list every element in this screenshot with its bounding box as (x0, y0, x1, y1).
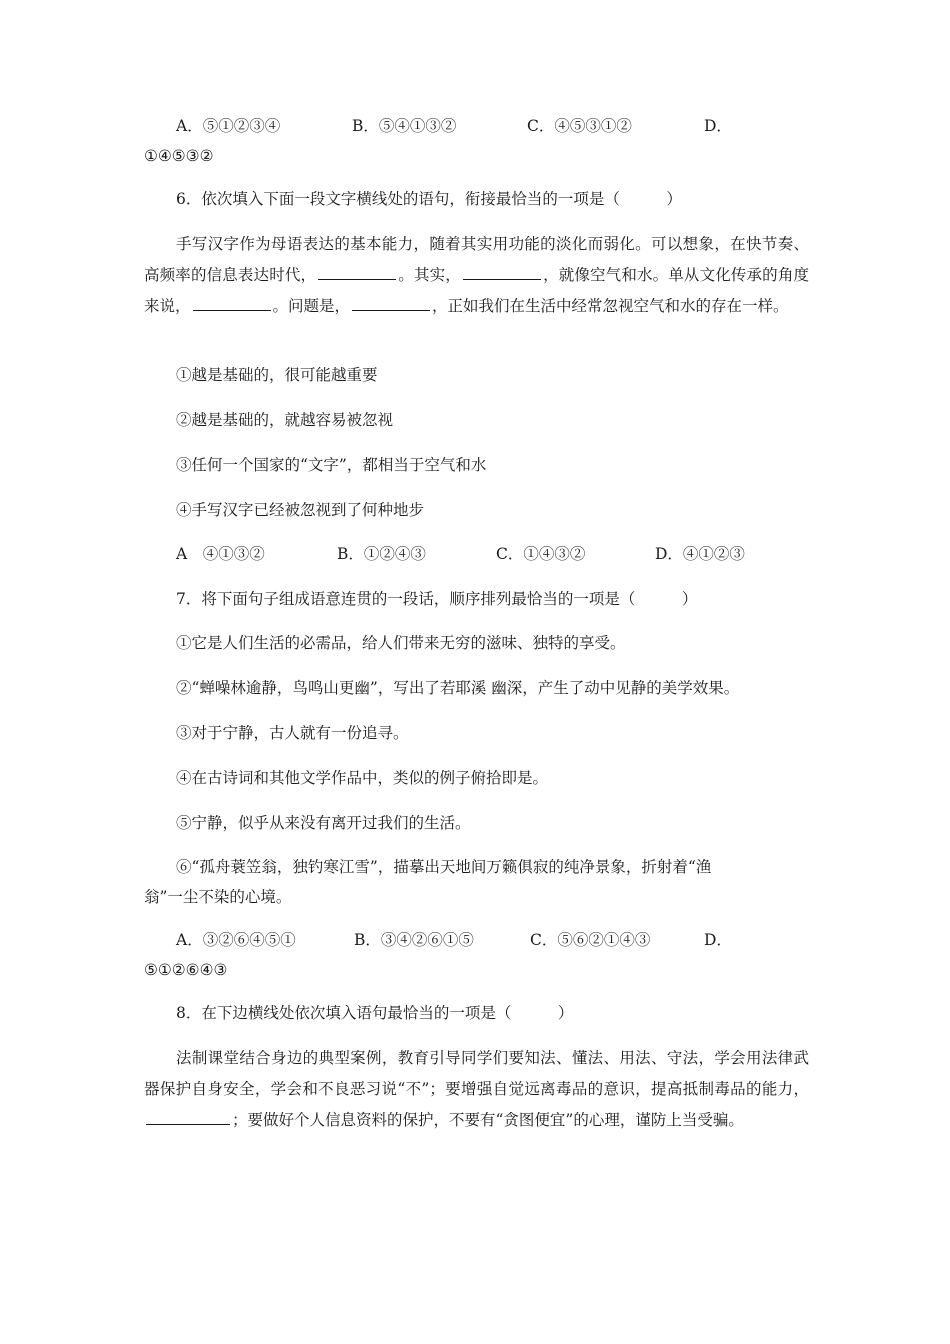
q6-passage-part-5: ，正如我们在生活中经常忽视空气和水的存在一样。 (432, 297, 789, 315)
q7-option-a: A．③②⑥④⑤① (176, 931, 296, 949)
q5-option-b: B．⑤④①③② (352, 117, 457, 135)
q8-title: 8．在下边横线处依次填入语句最恰当的一项是（ ） (176, 1004, 574, 1022)
q6-item-4: ④手写汉字已经被忽视到了何种地步 (176, 501, 425, 519)
q7-title: 7．将下面句子组成语意连贯的一段话，顺序排列最恰当的一项是（ ） (176, 590, 698, 608)
q6-blank-3 (193, 292, 271, 311)
q7-item-4: ④在古诗词和其他文学作品中，类似的例子俯拾即是。 (176, 769, 549, 787)
q7-item-1: ①它是人们生活的必需品，给人们带来无穷的滋味、独特的享受。 (176, 634, 626, 652)
q6-blank-4 (352, 292, 430, 311)
q7-item-2: ②“蝉噪林逾静，鸟鸣山更幽”，写出了若耶溪 幽深，产生了动中见静的美学效果。 (176, 679, 740, 697)
q7-item-5: ⑤宁静，似乎从来没有离开过我们的生活。 (176, 814, 471, 832)
q5-option-d-value: ①④⑤③② (144, 147, 214, 165)
q8-passage-part-2: ；要做好个人信息资料的保护，不要有“贪图便宜”的心理，谨防上当受骗。 (232, 1111, 744, 1129)
q6-option-a: A ④①③② (176, 545, 265, 563)
q7-option-d-label: D． (704, 931, 732, 949)
q7-option-b: B．③④②⑥①⑤ (354, 931, 474, 949)
q6-title: 6．依次填入下面一段文字横线处的语句，衔接最恰当的一项是（ ） (176, 190, 682, 208)
q7-item-3: ③对于宁静，古人就有一份追寻。 (176, 724, 409, 742)
q6-passage-part-1: 手写汉字作为母语表达的基本能力，随着其实用功能的淡化而弱化。可以想象，在快节奏、高频率的信息表达时代， (144, 235, 809, 284)
q5-option-c: C．④⑤③①② (527, 117, 632, 135)
q6-blank-1 (318, 261, 396, 280)
q6-item-2: ②越是基础的，就越容易被忽视 (176, 411, 394, 429)
q7-option-c: C．⑤⑥②①④③ (530, 931, 651, 949)
q5-option-a: A．⑤①②③④ (176, 117, 281, 135)
q6-passage-part-2: 。其实， (398, 266, 461, 284)
q5-option-d-label: D． (704, 117, 732, 135)
q8-passage-part-1: 法制课堂结合身边的典型案例，教育引导同学们要知法、懂法、用法、守法，学会用法律武器保护自身安全，学会和不良恶习说“不”；要增强自觉远离毒品的意识，提高抵制毒品的能力， (144, 1049, 809, 1098)
q6-passage (144, 229, 809, 322)
q6-item-3: ③任何一个国家的“文字”，都相当于空气和水 (176, 456, 487, 474)
q7-option-d-value: ⑤①②⑥④③ (144, 961, 228, 979)
q6-option-d: D．④①②③ (655, 545, 745, 563)
q8-blank (146, 1106, 230, 1125)
q6-option-b: B．①②④③ (337, 545, 426, 563)
q6-blank-2 (463, 261, 541, 280)
q6-passage-part-4: 。问题是， (272, 297, 351, 315)
q6-item-1: ①越是基础的，很可能越重要 (176, 366, 378, 384)
q7-item-6-line-2: 翁”一尘不染的心境。 (144, 888, 292, 906)
q8-passage (144, 1043, 809, 1136)
q6-option-c: C．①④③② (496, 545, 586, 563)
q6-passage-part-3: ，就像空气和水。单从文化传承的角度来说， (144, 266, 809, 315)
q7-item-6-line-1: ⑥“孤舟蓑笠翁，独钓寒江雪”，描摹出天地间万籁俱寂的纯净景象，折射着“渔 (176, 858, 712, 876)
